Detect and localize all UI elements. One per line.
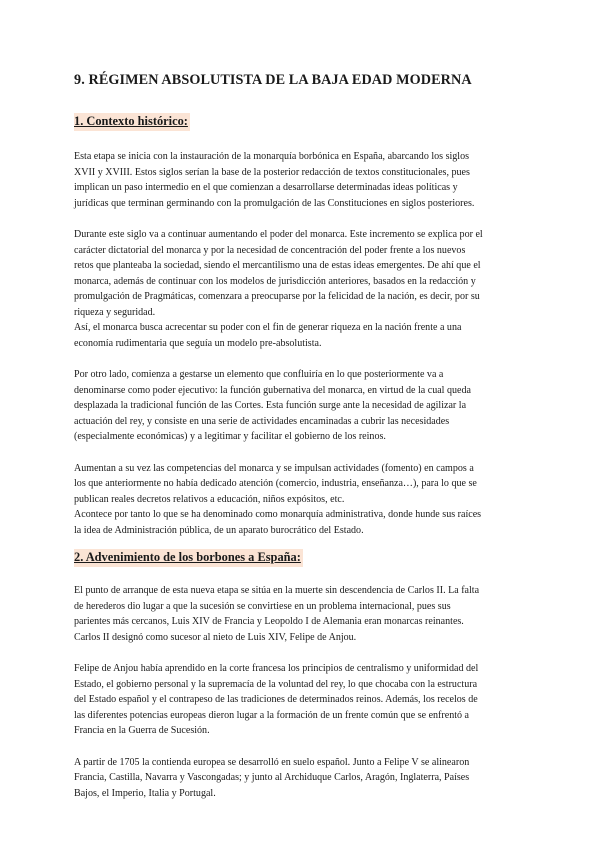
text-line: economía rudimentaria que seguía un modelo pre-absolutista.: [74, 337, 322, 349]
text-line: de herederos dio lugar a que la sucesión se convirtiese en un problema internacional, pues sus: [74, 600, 451, 612]
text-line: Así, el monarca busca acrecentar su poder con el fin de generar riqueza en la nación frente a una: [74, 322, 462, 333]
text-line: promulgación de Pragmáticas, comenzara a preocuparse por la felicidad de la nación, es decir, por su: [74, 291, 480, 302]
text-line: actuación del rey, y consiste en una serie de actividades encaminadas a cubrir las necesidades: [74, 415, 450, 427]
text-line: del Estado español y el contrapeso de las tradiciones de determinados reinos. Además, los recelos de: [74, 694, 478, 705]
text-line: parientes más cercanos, Luis XIV de Francia y Leopoldo I de Alemania eran monarcas reinantes.: [74, 616, 464, 627]
text-line: Aumentan a su vez las competencias del monarca y se impulsan actividades (fomento) en campos a: [74, 462, 474, 474]
section-advenimiento-borbones: [74, 548, 528, 801]
text-line: implican un paso intermedio en el que comienzan a desarrollarse determinadas ideas políticas y: [74, 182, 458, 193]
text-line: jurídicas que terminan germinando con la promulgación de las Constituciones en siglos posteriores.: [74, 197, 475, 209]
text-line: Acontece por tanto lo que se ha denominado como monarquía administrativa, donde hunde sus raíces: [74, 509, 482, 520]
paragraph: [74, 149, 528, 211]
text-line: Esta etapa se inicia con la instauración de la monarquía borbónica en España, abarcando los siglos: [74, 151, 470, 162]
paragraph: [74, 461, 528, 539]
paragraph: [74, 583, 528, 645]
section-heading: 2. Advenimiento de los borbones a España:: [74, 549, 303, 567]
text-line: carácter dictatorial del monarca y por la necesidad de concentración del poder frente a los nuevos: [74, 244, 466, 256]
text-line: Francia, Castilla, Navarra y Vascongadas; y junto al Archiduque Carlos, Aragón, Inglaterra, Países: [74, 772, 470, 783]
document-page: [74, 72, 528, 801]
text-line: la idea de Administración pública, de un aparato burocrático del Estado.: [74, 524, 364, 536]
paragraph: [74, 227, 528, 351]
text-line: Felipe de Anjou había aprendido en la corte francesa los principios de centralismo y uniformidad del: [74, 663, 479, 674]
text-line: A partir de 1705 la contienda europea se desarrolló en suelo español. Junto a Felipe V se alinearon: [74, 756, 470, 768]
text-line: Durante este siglo va a continuar aumentando el poder del monarca. Este incremento se explica por el: [74, 229, 483, 240]
text-line: Francia en la Guerra de Sucesión.: [74, 725, 210, 736]
text-line: retos que planteaba la sociedad, siendo el mercantilismo una de estas ideas emergentes. De ahí que el: [74, 260, 481, 271]
text-line: los que anteriormente no había dedicado atención (comercio, industria, enseñanza…), para lo que se: [74, 478, 477, 489]
text-line: las diferentes potencias europeas dieron lugar a la formación de un frente común que se enfrentó a: [74, 709, 470, 721]
paragraph: [74, 755, 528, 802]
text-line: desplazada la tradicional función de las Cortes. Esta función surge ante la necesidad de agilizar la: [74, 400, 467, 411]
text-line: XVII y XVIII. Estos siglos serían la base de la posterior redacción de textos constitucionales, pues: [74, 166, 470, 178]
section-heading: 1. Contexto histórico:: [74, 113, 190, 131]
text-line: riqueza y seguridad.: [74, 306, 156, 318]
text-line: Bajos, el Imperio, Italia y Portugal.: [74, 787, 216, 799]
paragraph: [74, 661, 528, 739]
section-contexto-historico: [74, 112, 528, 538]
document-title: 9. RÉGIMEN ABSOLUTISTA DE LA BAJA EDAD MODERNA: [74, 72, 472, 88]
text-line: Estado, el gobierno personal y la supremacía de la voluntad del rey, lo que chocaba con la estructura: [74, 678, 478, 690]
text-line: Carlos II designó como sucesor al nieto de Luis XIV, Felipe de Anjou.: [74, 631, 357, 643]
text-line: (especialmente económicas) y a legitimar y facilitar el gobierno de los reinos.: [74, 431, 386, 442]
paragraph: [74, 367, 528, 445]
text-line: denominarse como poder ejecutivo: la función gubernativa del monarca, en virtud de la cual queda: [74, 384, 471, 396]
text-line: Por otro lado, comienza a gestarse un elemento que confluiría en lo que posteriormente va a: [74, 369, 444, 380]
text-line: El punto de arranque de esta nueva etapa se sitúa en la muerte sin descendencia de Carlos II. La falta: [74, 585, 480, 596]
text-line: publican reales decretos relativos a educación, niños expósitos, etc.: [74, 493, 345, 505]
text-line: monarca, además de continuar con los modelos de jurisdicción anteriores, basados en la redacción y: [74, 275, 476, 287]
